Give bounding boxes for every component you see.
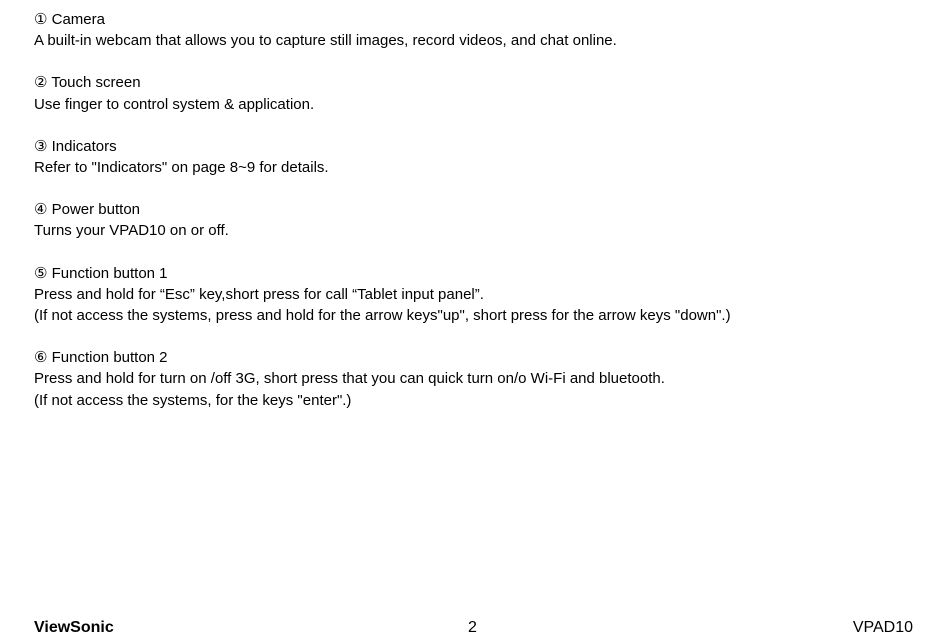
section-title: ⑥ Function button 2: [34, 349, 168, 367]
section-note: (If not access the systems, press and hold for the arrow keys"up", short press for the arrow keys "down".): [34, 307, 731, 325]
footer-model: VPAD10: [852, 619, 913, 636]
power-button-section: [34, 199, 934, 241]
section-title: ③ Indicators: [34, 137, 117, 155]
section-note: (If not access the systems, for the keys "enter".): [34, 391, 352, 409]
section-title: ① Camera: [34, 11, 105, 28]
page-number: 2: [468, 619, 477, 636]
section-title: ④ Power button: [34, 201, 141, 219]
function-button-1-section: [34, 263, 934, 327]
function-button-2-section: [34, 347, 934, 411]
page-footer: [34, 618, 913, 638]
camera-section: [34, 9, 934, 51]
indicators-section: [34, 136, 934, 178]
touch-screen-section: [34, 72, 934, 114]
footer-brand: ViewSonic: [34, 619, 114, 636]
section-title: ⑤ Function button 1: [34, 264, 168, 282]
section-description: Turns your VPAD10 on or off.: [34, 222, 229, 240]
section-description: Refer to "Indicators" on page 8~9 for details.: [34, 159, 329, 177]
section-description: Press and hold for “Esc” key,short press for call “Tablet input panel”.: [34, 285, 484, 303]
section-description: Press and hold for turn on /off 3G, short press that you can quick turn on/o Wi-Fi and bluetooth.: [34, 370, 665, 388]
document-body: [34, 9, 934, 432]
section-description: Use finger to control system & application.: [34, 95, 315, 113]
section-title: ② Touch screen: [34, 74, 141, 92]
section-description: A built-in webcam that allows you to capture still images, record videos, and chat online.: [34, 32, 617, 50]
